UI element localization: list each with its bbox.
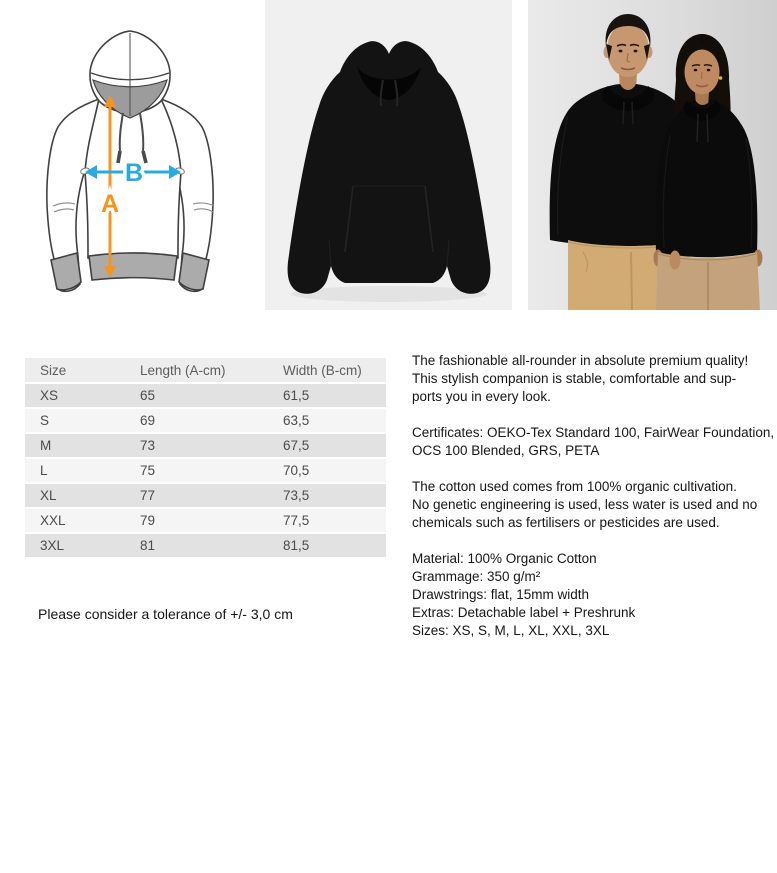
- cell-length: 69: [140, 408, 283, 433]
- cell-width: 61,5: [283, 383, 386, 408]
- table-row-xxl: [25, 508, 386, 533]
- cell-width: 77,5: [283, 508, 386, 533]
- description-paragraph-certificates: [412, 424, 774, 460]
- table-row-xl: [25, 483, 386, 508]
- cell-width: 67,5: [283, 433, 386, 458]
- male-model-hand: [670, 251, 681, 270]
- description-line: Certificates: OEKO-Tex Standard 100, FairWear Foundation,: [412, 425, 775, 440]
- earring: [719, 76, 723, 80]
- table-row-3xl: [25, 533, 386, 558]
- col-header-width: Width (B-cm): [283, 358, 386, 383]
- cell-length: 79: [140, 508, 283, 533]
- cell-width: 63,5: [283, 408, 386, 433]
- description-paragraph-intro: [412, 352, 774, 406]
- size-chart-header-row: [25, 358, 386, 383]
- models-wearing-hoodies-image: [528, 0, 777, 310]
- size-chart-table: [25, 358, 386, 559]
- description-line: No genetic engineering is used, less water is used and no: [412, 497, 758, 512]
- col-header-length: Length (A-cm): [140, 358, 283, 383]
- spec-grammage: Grammage: 350 g/m²: [412, 569, 541, 584]
- cell-length: 77: [140, 483, 283, 508]
- cell-length: 65: [140, 383, 283, 408]
- width-label-b: B: [124, 159, 144, 187]
- cell-size: XL: [25, 483, 140, 508]
- length-label-a: A: [100, 190, 120, 218]
- spec-extras: Extras: Detachable label + Preshrunk: [412, 605, 636, 620]
- description-line: ports you in every look.: [412, 389, 551, 404]
- spec-sizes: Sizes: XS, S, M, L, XL, XXL, 3XL: [412, 623, 610, 638]
- description-paragraph-specs: [412, 550, 774, 640]
- col-header-size: Size: [25, 358, 140, 383]
- product-photo-models: [528, 0, 777, 310]
- cell-width: 73,5: [283, 483, 386, 508]
- cell-width: 81,5: [283, 533, 386, 558]
- cell-length: 75: [140, 458, 283, 483]
- cell-size: 3XL: [25, 533, 140, 558]
- description-line: The cotton used comes from 100% organic cultivation.: [412, 479, 737, 494]
- cell-length: 73: [140, 433, 283, 458]
- tolerance-note: Please consider a tolerance of +/- 3,0 cm: [38, 606, 293, 622]
- product-photo-flatlay: [265, 0, 512, 310]
- cell-length: 81: [140, 533, 283, 558]
- cell-width: 70,5: [283, 458, 386, 483]
- size-measurement-diagram: [0, 0, 260, 310]
- description-paragraph-cotton: [412, 478, 774, 532]
- description-line: chemicals such as fertilisers or pesticides are used.: [412, 515, 720, 530]
- description-line: This stylish companion is stable, comfortable and sup-: [412, 371, 737, 386]
- size-chart: [25, 358, 386, 559]
- cell-size: S: [25, 408, 140, 433]
- cell-size: XXL: [25, 508, 140, 533]
- table-row-l: [25, 458, 386, 483]
- cell-size: L: [25, 458, 140, 483]
- description-line: The fashionable all-rounder in absolute premium quality!: [412, 353, 749, 368]
- cell-size: XS: [25, 383, 140, 408]
- hoodie-line-drawing: [0, 0, 260, 310]
- cell-size: M: [25, 433, 140, 458]
- table-row-xs: [25, 383, 386, 408]
- spec-drawstrings: Drawstrings: flat, 15mm width: [412, 587, 590, 602]
- table-row-m: [25, 433, 386, 458]
- product-description: [412, 352, 774, 658]
- table-row-s: [25, 408, 386, 433]
- description-line: OCS 100 Blended, GRS, PETA: [412, 443, 600, 458]
- spec-material: Material: 100% Organic Cotton: [412, 551, 597, 566]
- black-hoodie-flatlay-image: [265, 0, 512, 310]
